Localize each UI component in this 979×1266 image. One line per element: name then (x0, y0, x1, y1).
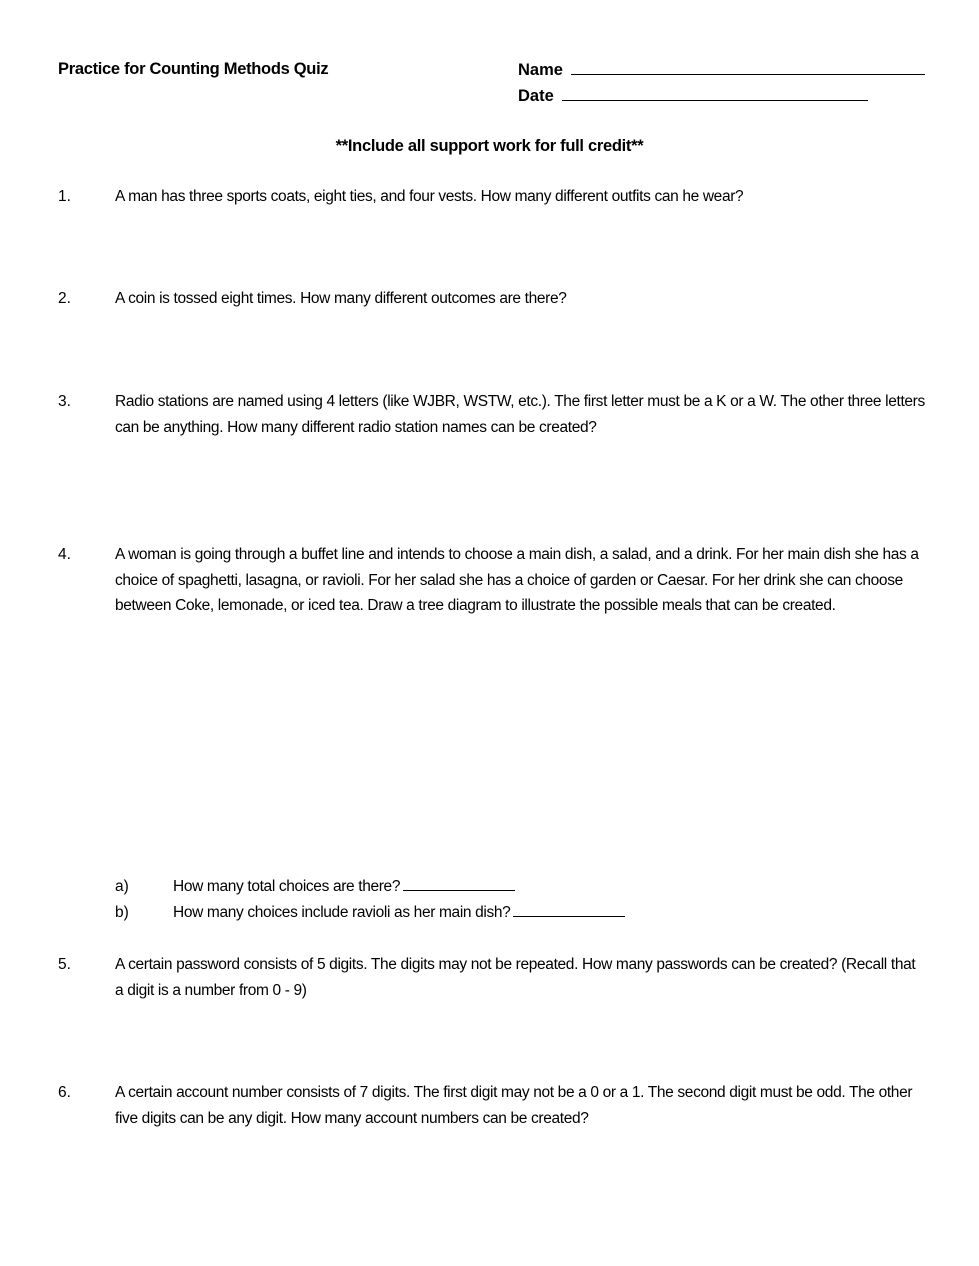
question-number: 3. (58, 393, 71, 410)
subpart-a (173, 878, 515, 896)
page-title: Practice for Counting Methods Quiz (58, 60, 329, 78)
question-text: A certain account number consists of 7 digits. The first digit may not be a 0 or a 1. The second digit must be odd. The other five digits can be any digit. How many account numbers can be created? (115, 1084, 913, 1127)
subpart-letter: b) (115, 904, 129, 921)
subpart-text: How many total choices are there? (173, 878, 401, 895)
question-text: A certain password consists of 5 digits. The digits may not be repeated. How many passwords can be created? (Recall that a digit is a number from 0 - 9) (115, 956, 916, 999)
subpart-text: How many choices include ravioli as her main dish? (173, 904, 511, 921)
instruction-text: **Include all support work for full credit** (335, 137, 644, 155)
question-number: 2. (58, 290, 71, 307)
subpart-letter: a) (115, 878, 129, 895)
subpart-b (173, 904, 625, 922)
answer-blank-b[interactable] (513, 904, 625, 917)
question-number: 4. (58, 546, 71, 563)
date-blank-line[interactable] (562, 86, 868, 101)
name-blank-line[interactable] (571, 60, 925, 75)
name-label: Name (518, 61, 563, 79)
question-text: A woman is going through a buffet line and intends to choose a main dish, a salad, and a drink. For her main dish she has a choice of spaghetti, lasagna, or ravioli. For her salad she has a choice of garden or Caesar. For her drink she can choose between Coke, lemonade, or iced tea. Draw a tree diagram to illustrate the possible meals that can be created. (115, 546, 919, 614)
question-number: 6. (58, 1084, 71, 1101)
name-field-row (518, 60, 925, 80)
question-text: Radio stations are named using 4 letters (like WJBR, WSTW, etc.). The first letter must be a K or a W. The other three letters can be anything. How many different radio station names can be created? (115, 393, 925, 436)
question-text: A coin is tossed eight times. How many different outcomes are there? (115, 290, 567, 307)
question-text: A man has three sports coats, eight ties, and four vests. How many different outfits can he wear? (115, 188, 744, 205)
question-number: 5. (58, 956, 71, 973)
question-number: 1. (58, 188, 71, 205)
date-label: Date (518, 87, 554, 105)
answer-blank-a[interactable] (403, 878, 515, 891)
date-field-row (518, 86, 868, 106)
